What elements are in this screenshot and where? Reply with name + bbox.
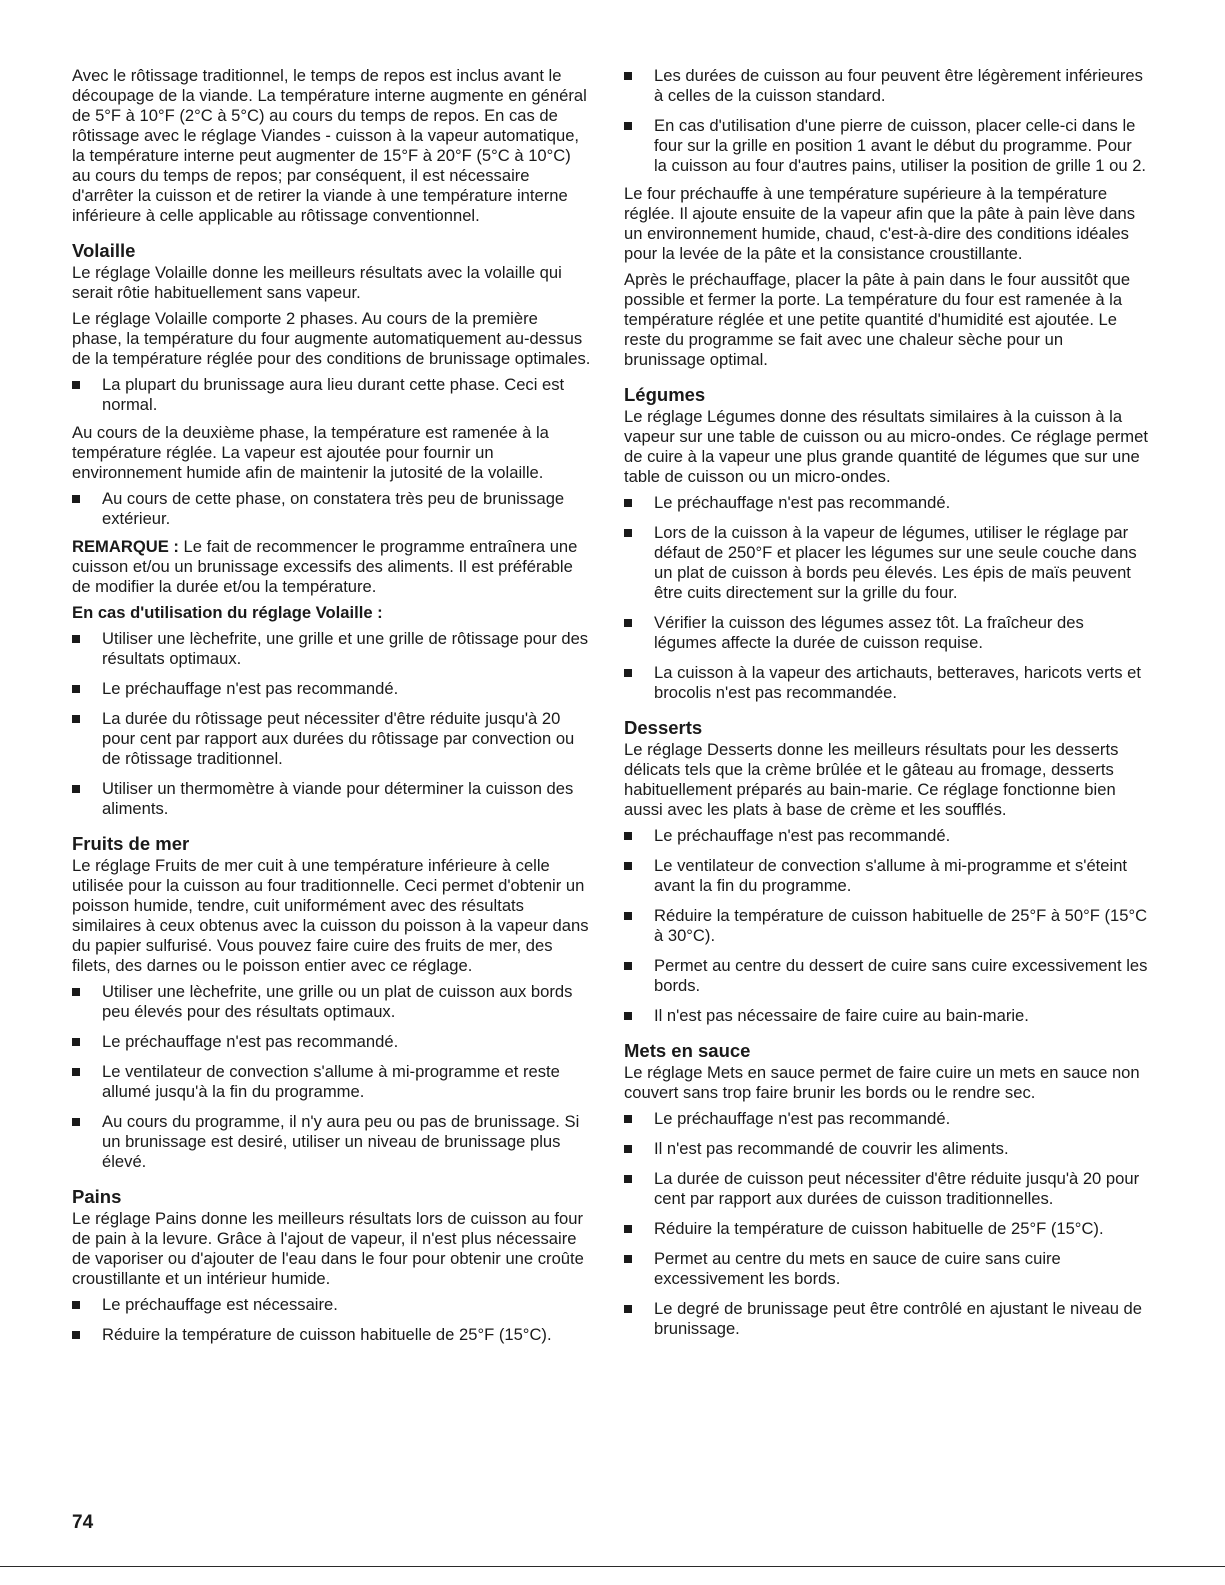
bullet-list xyxy=(624,66,1148,176)
paragraph: Le réglage Desserts donne les meilleurs résultats pour les desserts délicats tels que la crème brûlée et le gâteau au fromage, desserts habituellement préparés au bain-marie. Ce réglage fonctionne bien aussi avec les plats à base de crème et les soufflés. xyxy=(624,740,1119,819)
list-item-text: Le préchauffage n'est pas recommandé. xyxy=(654,1109,951,1128)
bullet-list xyxy=(624,826,1148,1026)
paragraph: Le four préchauffe à une température supérieure à la température réglée. Il ajoute ensuite de la vapeur afin que la pâte à pain lève dans un environnement humide, chaud, c'est-à-dire des conditions idéales pour la levée de la pâte et la consistance croustillante. xyxy=(624,184,1136,263)
bullet-square-icon xyxy=(624,1115,632,1123)
list-item-text: Le préchauffage n'est pas recommandé. xyxy=(654,493,951,512)
list-item xyxy=(624,613,1148,653)
list-item xyxy=(72,375,592,415)
list-item xyxy=(624,956,1148,996)
paragraph: Le réglage Volaille donne les meilleurs résultats avec la volaille qui serait rôtie habituellement sans vapeur. xyxy=(72,263,562,302)
list-item-text: Vérifier la cuisson des légumes assez tôt. La fraîcheur des légumes affecte la durée de cuisson requise. xyxy=(654,613,1084,652)
bullet-square-icon xyxy=(624,1012,632,1020)
list-item xyxy=(72,1325,592,1345)
list-item xyxy=(624,66,1148,106)
list-item-text: Au cours du programme, il n'y aura peu ou pas de brunissage. Si un brunissage est desiré, utiliser un niveau de brunissage plus élevé. xyxy=(102,1112,580,1171)
list-item-text: La plupart du brunissage aura lieu durant cette phase. Ceci est normal. xyxy=(102,375,565,414)
note-text: Le fait de recommencer le programme entraînera une cuisson et/ou un brunissage excessifs des aliments. Il est préférable de modifier la durée et/ou la température. xyxy=(72,537,578,596)
section-title-fruits-de-mer: Fruits de mer xyxy=(72,833,190,854)
list-item-text: Utiliser une lèchefrite, une grille et une grille de rôtissage pour des résultats optimaux. xyxy=(102,629,589,668)
paragraph: Après le préchauffage, placer la pâte à pain dans le four aussitôt que possible et fermer la porte. La température du four est ramenée à la température réglée et une petite quantité d'humidité est ajoutée. Le reste du programme se fait avec une chaleur sèche pour un brunissage optimal. xyxy=(624,270,1131,369)
bullet-square-icon xyxy=(72,1301,80,1309)
bullet-square-icon xyxy=(72,635,80,643)
list-item xyxy=(624,493,1148,513)
list-item xyxy=(624,1006,1148,1026)
list-item xyxy=(624,906,1148,946)
right-column xyxy=(624,66,1148,1347)
bullet-square-icon xyxy=(72,1331,80,1339)
list-item xyxy=(624,663,1148,703)
list-item xyxy=(72,679,592,699)
bullet-square-icon xyxy=(624,72,632,80)
note-paragraph xyxy=(72,537,592,597)
list-item xyxy=(72,1032,592,1052)
paragraph: Le réglage Volaille comporte 2 phases. Au cours de la première phase, la température du four augmente automatiquement au-dessus de la température réglée pour des conditions de brunissage optimales. xyxy=(72,309,591,368)
bullet-square-icon xyxy=(72,381,80,389)
list-item-text: La durée de cuisson peut nécessiter d'être réduite jusqu'à 20 pour cent par rapport aux durées de cuisson traditionnelles. xyxy=(654,1169,1140,1208)
bullet-list xyxy=(72,982,592,1172)
paragraph: Le réglage Pains donne les meilleurs résultats lors de cuisson au four de pain à la levure. Grâce à l'ajout de vapeur, il n'est plus nécessaire de vaporiser ou d'ajouter de l'eau dans le four pour obtenir une croûte croustillante et un intérieur humide. xyxy=(72,1209,584,1288)
list-item-text: Réduire la température de cuisson habituelle de 25°F (15°C). xyxy=(654,1219,1104,1238)
section-title-mets-en-sauce: Mets en sauce xyxy=(624,1040,751,1061)
paragraph: Au cours de la deuxième phase, la température est ramenée à la température réglée. La vapeur est ajoutée pour fournir un environnement humide afin de maintenir la jutosité de la volaille. xyxy=(72,423,549,482)
left-column xyxy=(72,66,592,1353)
bullet-square-icon xyxy=(624,962,632,970)
subheading: En cas d'utilisation du réglage Volaille : xyxy=(72,603,383,622)
list-item-text: Le préchauffage n'est pas recommandé. xyxy=(654,826,951,845)
bullet-square-icon xyxy=(624,619,632,627)
section-title-legumes: Légumes xyxy=(624,384,706,405)
bullet-square-icon xyxy=(72,1118,80,1126)
bullet-list xyxy=(624,493,1148,703)
list-item-text: Le préchauffage n'est pas recommandé. xyxy=(102,1032,399,1051)
bullet-square-icon xyxy=(624,1145,632,1153)
bullet-square-icon xyxy=(72,495,80,503)
bullet-list xyxy=(72,375,592,415)
section-title-desserts: Desserts xyxy=(624,717,703,738)
bullet-square-icon xyxy=(624,1255,632,1263)
list-item-text: Utiliser un thermomètre à viande pour déterminer la cuisson des aliments. xyxy=(102,779,574,818)
list-item-text: Lors de la cuisson à la vapeur de légumes, utiliser le réglage par défaut de 250°F et placer les légumes sur une seule couche dans un plat de cuisson à bords peu élevés. Les épis de maïs peuvent être cuits directement sur la grille du four. xyxy=(654,523,1137,602)
list-item xyxy=(624,856,1148,896)
list-item-text: Au cours de cette phase, on constatera très peu de brunissage extérieur. xyxy=(102,489,565,528)
bullet-square-icon xyxy=(624,1305,632,1313)
list-item xyxy=(624,523,1148,603)
bullet-square-icon xyxy=(624,499,632,507)
list-item xyxy=(72,489,592,529)
list-item-text: La cuisson à la vapeur des artichauts, betteraves, haricots verts et brocolis n'est pas recommandée. xyxy=(654,663,1142,702)
list-item-text: En cas d'utilisation d'une pierre de cuisson, placer celle-ci dans le four sur la grille en position 1 avant le début du programme. Pour la cuisson au four d'autres pains, utiliser la position de grille 1 ou 2. xyxy=(654,116,1147,175)
section-title-pains: Pains xyxy=(72,1186,122,1207)
list-item xyxy=(72,1062,592,1102)
bullet-square-icon xyxy=(624,912,632,920)
list-item-text: Le ventilateur de convection s'allume à mi-programme et reste allumé jusqu'à la fin du programme. xyxy=(102,1062,560,1101)
bullet-square-icon xyxy=(624,122,632,130)
list-item xyxy=(624,1139,1148,1159)
list-item-text: Le préchauffage n'est pas recommandé. xyxy=(102,679,399,698)
list-item-text: Réduire la température de cuisson habituelle de 25°F à 50°F (15°C à 30°C). xyxy=(654,906,1148,945)
list-item xyxy=(624,826,1148,846)
list-item xyxy=(624,1249,1148,1289)
list-item xyxy=(72,709,592,769)
bottom-divider xyxy=(0,1566,1225,1567)
section-title-volaille: Volaille xyxy=(72,240,136,261)
list-item xyxy=(624,116,1148,176)
list-item xyxy=(72,629,592,669)
bullet-list xyxy=(624,1109,1148,1339)
bullet-square-icon xyxy=(624,1175,632,1183)
bullet-square-icon xyxy=(72,785,80,793)
bullet-square-icon xyxy=(72,988,80,996)
list-item-text: La durée du rôtissage peut nécessiter d'être réduite jusqu'à 20 pour cent par rapport aux durées du rôtissage par convection ou de rôtissage traditionnel. xyxy=(102,709,575,768)
list-item-text: Permet au centre du mets en sauce de cuire sans cuire excessivement les bords. xyxy=(654,1249,1061,1288)
note-label: REMARQUE : xyxy=(72,537,179,556)
list-item-text: Les durées de cuisson au four peuvent être légèrement inférieures à celles de la cuisson standard. xyxy=(654,66,1143,105)
bullet-square-icon xyxy=(72,685,80,693)
list-item xyxy=(624,1109,1148,1129)
paragraph: Le réglage Légumes donne des résultats similaires à la cuisson à la vapeur sur une table de cuisson ou au micro-ondes. Ce réglage permet de cuire à la vapeur une plus grande quantité de légumes que sur une table de cuisson ou un micro-ondes. xyxy=(624,407,1148,486)
list-item xyxy=(72,982,592,1022)
list-item xyxy=(72,1112,592,1172)
bullet-list xyxy=(72,1295,592,1345)
list-item xyxy=(624,1219,1148,1239)
bullet-square-icon xyxy=(72,715,80,723)
bullet-square-icon xyxy=(624,1225,632,1233)
bullet-square-icon xyxy=(624,862,632,870)
bullet-square-icon xyxy=(72,1068,80,1076)
bullet-list xyxy=(72,489,592,529)
list-item-text: Il n'est pas recommandé de couvrir les aliments. xyxy=(654,1139,1009,1158)
list-item xyxy=(624,1169,1148,1209)
intro-paragraph: Avec le rôtissage traditionnel, le temps de repos est inclus avant le découpage de la viande. La température interne augmente en général de 5°F à 10°F (2°C à 5°C) au cours du temps de repos. En cas de rôtissage avec le réglage Viandes - cuisson à la vapeur automatique, la température interne peut augmenter de 15°F à 20°F (5°C à 10°C) au cours du temps de repos; par conséquent, il est nécessaire d'arrêter la cuisson et de retirer la viande à une température interne inférieure à celle applicable au rôtissage conventionnel. xyxy=(72,66,587,225)
list-item xyxy=(72,1295,592,1315)
paragraph: Le réglage Mets en sauce permet de faire cuire un mets en sauce non couvert sans trop faire brunir les bords ou le rendre sec. xyxy=(624,1063,1140,1102)
list-item xyxy=(72,779,592,819)
bullet-square-icon xyxy=(624,832,632,840)
bullet-square-icon xyxy=(72,1038,80,1046)
list-item-text: Il n'est pas nécessaire de faire cuire au bain-marie. xyxy=(654,1006,1029,1025)
list-item xyxy=(624,1299,1148,1339)
list-item-text: Utiliser une lèchefrite, une grille ou un plat de cuisson aux bords peu élevés pour des résultats optimaux. xyxy=(102,982,573,1021)
list-item-text: Le préchauffage est nécessaire. xyxy=(102,1295,338,1314)
list-item-text: Le ventilateur de convection s'allume à mi-programme et s'éteint avant la fin du programme. xyxy=(654,856,1128,895)
paragraph: Le réglage Fruits de mer cuit à une température inférieure à celle utilisée pour la cuisson au four traditionnelle. Ceci permet d'obtenir un poisson humide, tendre, cuit uniformément avec des résultats similaires à ceux obtenus avec la cuisson du poisson à la vapeur dans du papier sulfurisé. Vous pouvez faire cuire des fruits de mer, des filets, des darnes ou le poisson entier avec ce réglage. xyxy=(72,856,589,975)
list-item-text: Le degré de brunissage peut être contrôlé en ajustant le niveau de brunissage. xyxy=(654,1299,1143,1338)
list-item-text: Permet au centre du dessert de cuire sans cuire excessivement les bords. xyxy=(654,956,1148,995)
page-number: 74 xyxy=(72,1512,94,1533)
bullet-square-icon xyxy=(624,529,632,537)
list-item-text: Réduire la température de cuisson habituelle de 25°F (15°C). xyxy=(102,1325,552,1344)
bullet-square-icon xyxy=(624,669,632,677)
bullet-list xyxy=(72,629,592,819)
